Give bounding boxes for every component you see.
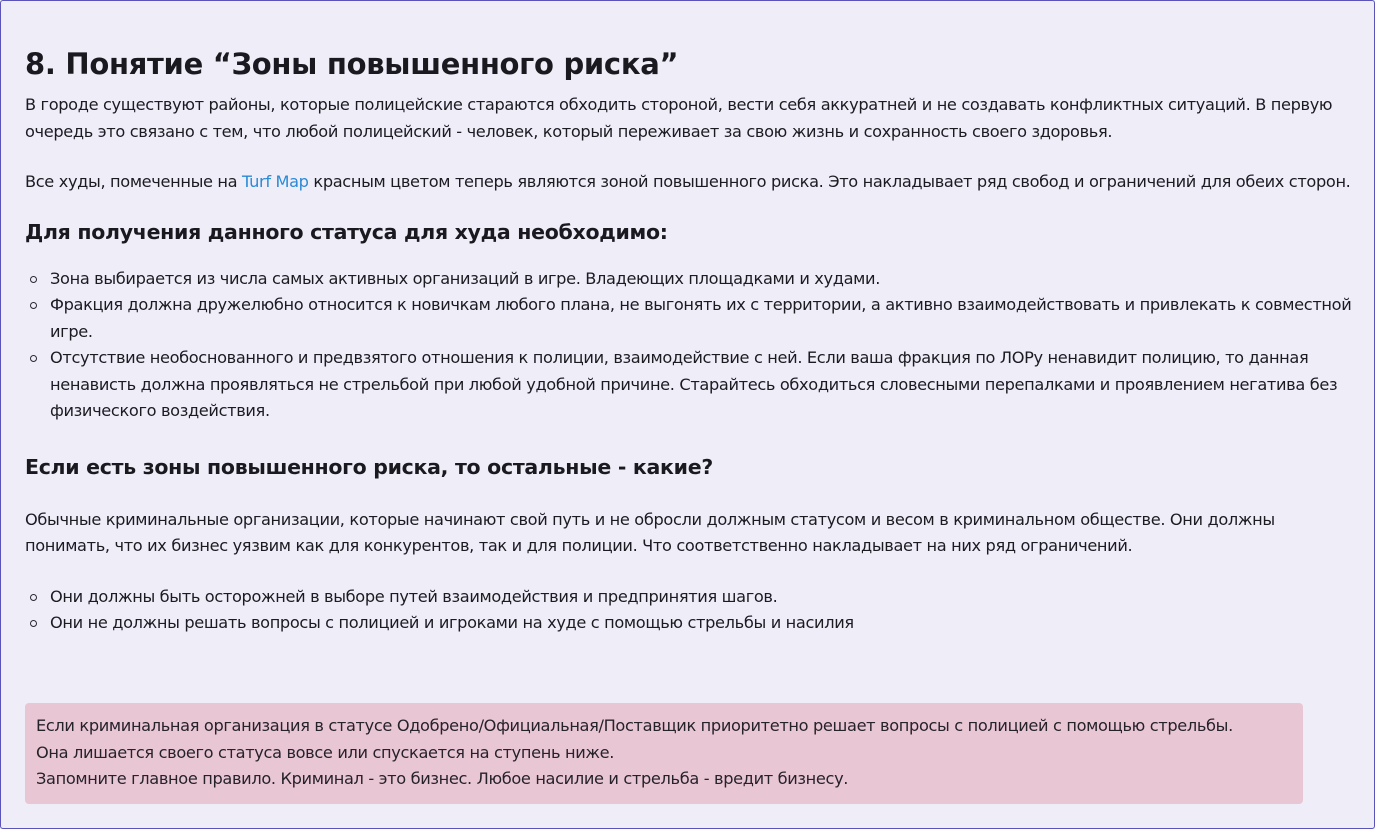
restrictions-list bbox=[25, 584, 1355, 637]
list-item: Зона выбирается из числа самых активных организаций в игре. Владеющих площадками и худами. bbox=[50, 266, 1355, 293]
page-title: 8. Понятие “Зоны повышенного риска” bbox=[25, 47, 679, 81]
turf-paragraph-after: красным цветом теперь являются зоной повышенного риска. Это накладывает ряд свобод и ограничений для обеих сторон. bbox=[308, 172, 1351, 191]
intro-paragraph: В городе существуют районы, которые полицейские стараются обходить стороной, вести себя аккуратней и не создавать конфликтных ситуаций. В первую очередь это связано с тем, что любой полицейский - человек, который переживает за свою жизнь и сохранность своего здоровья. bbox=[25, 95, 1333, 141]
turf-paragraph-before: Все худы, помеченные на bbox=[25, 172, 243, 191]
article-content bbox=[25, 44, 1355, 637]
list-item: Фракция должна дружелюбно относится к новичкам любого плана, не выгонять их с территории, а активно взаимодействовать и привлекать к совместной игре. bbox=[50, 292, 1355, 345]
section1-heading: Для получения данного статуса для худа необходимо: bbox=[25, 219, 668, 244]
warning-callout bbox=[25, 703, 1303, 804]
turf-map-link[interactable]: Turf Map bbox=[242, 172, 309, 191]
callout-line: Если криминальная организация в статусе Одобрено/Официальная/Поставщик приоритетно решает вопросы с полицией с помощью стрельбы. bbox=[36, 716, 1233, 735]
section2-heading: Если есть зоны повышенного риска, то остальные - какие? bbox=[25, 454, 713, 479]
requirements-list bbox=[25, 266, 1355, 425]
callout-line: Запомните главное правило. Криминал - это бизнес. Любое насилие и стрельба - вредит бизнесу. bbox=[36, 769, 849, 788]
section2-paragraph: Обычные криминальные организации, которые начинают свой путь и не обросли должным статусом и весом в криминальном обществе. Они должны понимать, что их бизнес уязвим как для конкурентов, так и для полиции. Что соответственно накладывает на них ряд ограничений. bbox=[25, 509, 1275, 555]
turf-paragraph bbox=[25, 169, 1355, 196]
list-item: Отсутствие необоснованного и предвзятого отношения к полиции, взаимодействие с ней. Если ваша фракция по ЛОРу ненавидит полицию, то данная ненависть должна проявляться не стрельбой при любой удобной причине. Старайтесь обходиться словесными перепалками и проявлением негатива без физического воздействия. bbox=[50, 345, 1355, 425]
list-item: Они должны быть осторожней в выборе путей взаимодействия и предпринятия шагов. bbox=[50, 584, 1355, 611]
list-item: Они не должны решать вопросы с полицией и игроками на худе с помощью стрельбы и насилия bbox=[50, 610, 1355, 637]
callout-line: Она лишается своего статуса вовсе или спускается на ступень ниже. bbox=[36, 742, 615, 762]
